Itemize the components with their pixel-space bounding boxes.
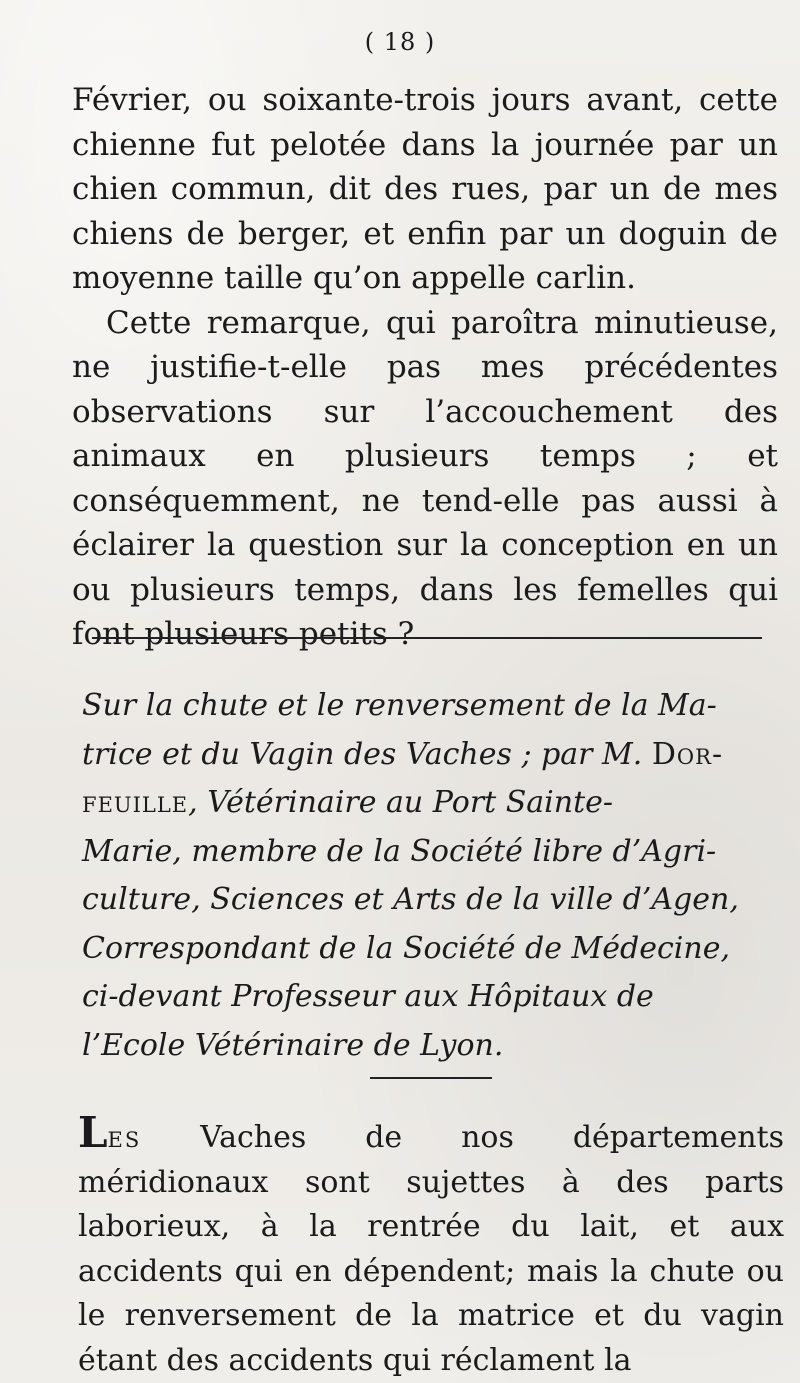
title-line-2: [82, 731, 782, 780]
section-divider: [92, 637, 762, 639]
drop-cap: L: [78, 1108, 108, 1157]
title-line-1: Sur la chute et le renversement de la Ma-: [82, 688, 717, 723]
title-line-3-text: , Vétérinaire au Port Sainte-: [188, 785, 614, 820]
paragraph-1: Février, ou soixante-trois jours avant, cette chienne fut pelotée dans la journée par un chien commun, dit des rues, par un de mes chiens de berger, et enfin par un doguin de moyenne taille qu’on appelle carlin.: [72, 82, 778, 296]
title-line-7: ci-devant Professeur aux Hôpitaux de: [82, 979, 654, 1014]
title-line-8: l’Ecole Vétérinaire de Lyon.: [82, 1027, 504, 1063]
page-number: ( 18 ): [364, 28, 436, 56]
body-text-bottom: [78, 1108, 784, 1383]
drop-cap-rest: es: [107, 1120, 142, 1155]
short-divider: [370, 1077, 492, 1079]
title-line-5: culture, Sciences et Arts de la ville d’Agen,: [82, 882, 739, 917]
author-name-part-2: feuille: [82, 785, 189, 820]
title-line-6: Correspondant de la Société de Médecine,: [82, 930, 730, 966]
article-title: [82, 682, 782, 1070]
author-name-part-1: Dor-: [651, 736, 724, 772]
paragraph-3-text: Vaches de nos départements méridionaux sont sujettes à des parts laborieux, à la rentrée du lait, et aux accidents qui en dépendent; mais la chute ou le renversement de la matrice et du vagin étant des accidents qui réclament la: [78, 1120, 784, 1378]
title-line-3: [82, 779, 782, 828]
title-line-2-text: trice et du Vagin des Vaches ; par M.: [82, 736, 643, 772]
paragraph-2: Cette remarque, qui paroîtra minutieuse, ne justifie-t-elle pas mes précédentes observations sur l’accouchement des animaux en plusieurs temps ; et conséquemment, ne tend-elle pas aussi à éclairer la question sur la conception en un ou plusieurs temps, dans les femelles qui font plusieurs petits ?: [72, 304, 778, 652]
body-text-top: [72, 78, 778, 657]
title-line-4: Marie, membre de la Société libre d’Agri-: [82, 833, 717, 869]
paragraph-3: [78, 1108, 784, 1383]
